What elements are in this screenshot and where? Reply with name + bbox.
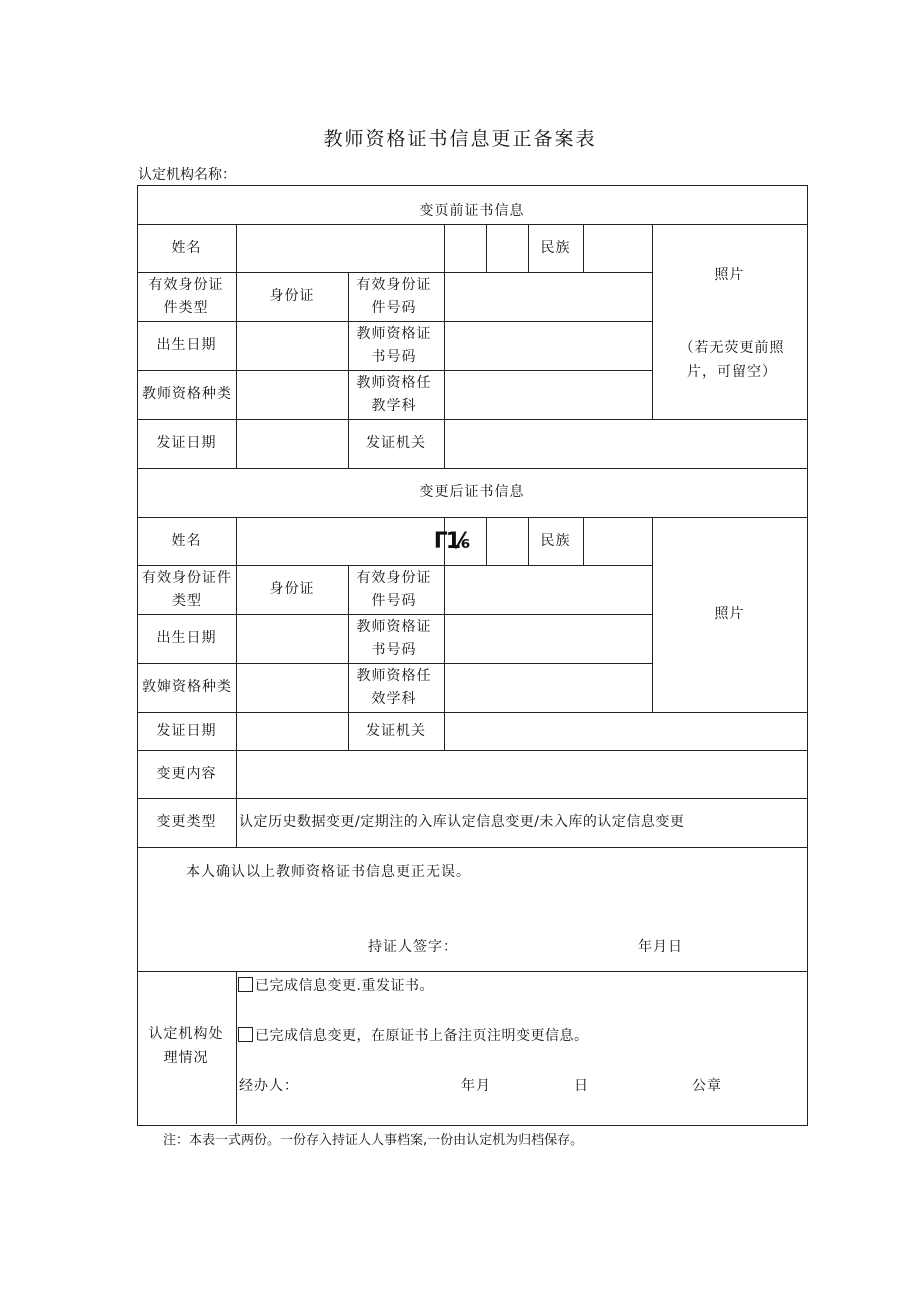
after-birth-label: 出生日期 (156, 630, 217, 646)
before-gender-input[interactable] (445, 225, 485, 271)
after-subject-label: 教师资格任效学科 (356, 667, 432, 707)
after-gender-mark: Γ1⁄₆ (433, 528, 469, 554)
before-photo-note: （若无荧更前照片，可留空） (679, 340, 785, 380)
after-issuer-input[interactable] (445, 713, 805, 749)
confirm-statement: 本人确认以上教师资格证书信息更正无误。 (186, 864, 471, 880)
option-1-text: 已完成信息变更.重发证书。 (255, 978, 434, 994)
change-content-label: 变更内容 (156, 765, 217, 782)
option-1-checkbox[interactable] (238, 977, 253, 992)
before-id-type-label: 有效身份证件类型 (148, 276, 224, 316)
before-name-label: 姓名 (171, 239, 202, 256)
after-ethnic-input[interactable] (584, 518, 651, 564)
after-cert-type-label: 敦婶资格种类 (142, 679, 232, 695)
handler-year-month: 年月 (461, 1078, 491, 1094)
processing-option-1[interactable] (238, 975, 434, 995)
before-issuer-label: 发证机关 (366, 435, 426, 451)
before-subject-input[interactable] (445, 371, 651, 418)
after-birth-input[interactable] (237, 615, 347, 662)
after-name-label: 姓名 (171, 532, 202, 549)
after-cert-no-input[interactable] (445, 615, 651, 662)
before-name-input[interactable] (237, 225, 443, 271)
after-ethnic-label: 民族 (540, 532, 571, 549)
before-birth-input[interactable] (237, 322, 347, 369)
change-type-value: 认定历史数据变更/定期注的入库认定信息变更/未入库的认定信息变更 (239, 814, 685, 830)
page-title: 教师资格证书信息更正备案表 (323, 128, 597, 150)
change-type-label: 变更类型 (156, 814, 217, 830)
after-section-header: 变更后证书信息 (419, 484, 525, 500)
signer-label: 持证人签字： (368, 939, 458, 955)
before-cert-no-label: 教师资格证书号码 (356, 325, 432, 365)
org-name-label: 认定机构名称： (138, 167, 236, 183)
processing-option-2[interactable] (238, 1025, 589, 1045)
after-cert-type-input[interactable] (237, 664, 347, 711)
before-ethnic-input[interactable] (584, 225, 651, 271)
before-issuer-input[interactable] (445, 420, 805, 467)
after-id-type-value: 身份证 (269, 581, 315, 597)
after-issue-date-label: 发证日期 (156, 722, 217, 739)
before-subject-label: 教师资格任教学科 (356, 374, 432, 414)
change-content-input[interactable] (237, 751, 805, 797)
footnote: 注：本表一式两份。一份存入持证人人事档案,一份由认定机为归档保存。 (163, 1133, 584, 1148)
before-id-no-label: 有效身份证件号码 (356, 276, 432, 316)
handler-day: 日 (574, 1078, 588, 1094)
before-cert-type-input[interactable] (237, 371, 347, 418)
confirm-date-label: 年月日 (638, 939, 683, 955)
after-cert-no-label: 教师资格证书号码 (356, 618, 432, 658)
before-ethnic-label: 民族 (540, 239, 571, 256)
before-section-header: 变页前证书信息 (419, 203, 525, 219)
before-cert-no-input[interactable] (445, 322, 651, 369)
before-photo-label: 照片 (714, 266, 745, 283)
seal-label: 公章 (692, 1078, 722, 1094)
after-name-input[interactable] (237, 518, 443, 564)
after-id-no-label: 有效身份证件号码 (356, 569, 432, 609)
after-issue-date-input[interactable] (237, 713, 347, 749)
after-id-type-label: 有效身份证件类型 (142, 569, 232, 609)
handler-label: 经办人： (239, 1078, 299, 1094)
option-2-checkbox[interactable] (238, 1027, 253, 1042)
after-gender-value-input[interactable] (487, 518, 527, 564)
after-subject-input[interactable] (445, 664, 651, 711)
processing-label: 认定机构处理情况 (148, 1026, 224, 1066)
before-birth-label: 出生日期 (156, 337, 217, 353)
before-issue-date-label: 发证日期 (156, 435, 217, 451)
signer-signature-field[interactable] (470, 930, 620, 956)
before-issue-date-input[interactable] (237, 420, 347, 467)
before-id-type-value: 身份证 (269, 288, 315, 304)
before-gender-value-input[interactable] (487, 225, 527, 271)
before-id-no-input[interactable] (445, 273, 651, 320)
after-issuer-label: 发证机关 (366, 722, 426, 739)
after-photo-label: 照片 (714, 606, 745, 622)
option-2-text: 已完成信息变更，在原证书上备注页注明变更信息。 (255, 1028, 589, 1044)
before-cert-type-label: 教师资格种类 (142, 386, 232, 402)
after-id-no-input[interactable] (445, 566, 651, 613)
